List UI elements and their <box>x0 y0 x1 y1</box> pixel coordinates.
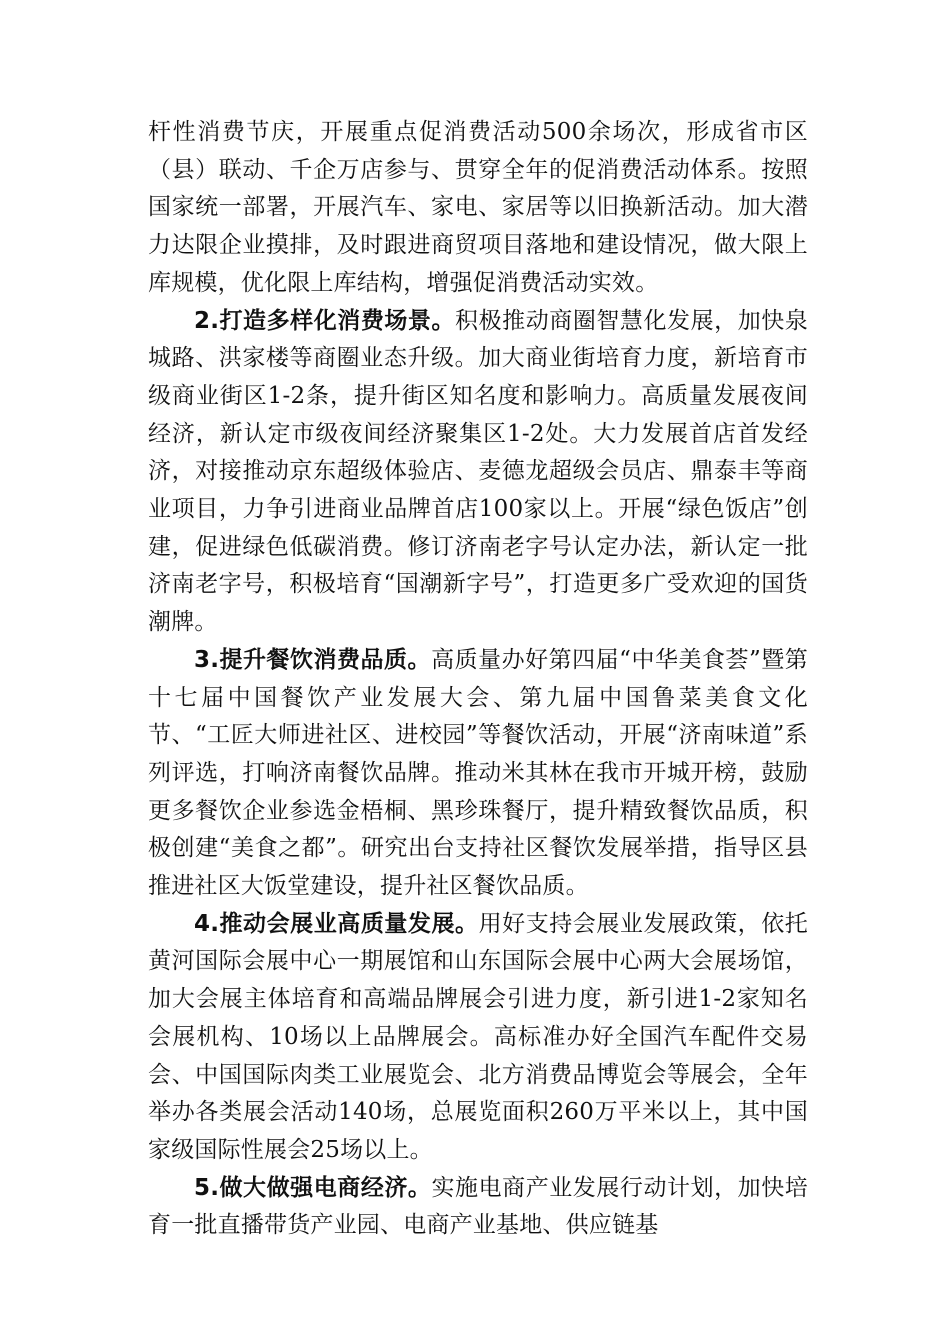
paragraph-heading: 3.提升餐饮消费品质。 <box>194 646 432 673</box>
paragraph-exhibition-industry <box>148 906 808 1170</box>
paragraph-heading: 4.推动会展业高质量发展。 <box>194 910 479 937</box>
paragraph-ecommerce <box>148 1170 808 1245</box>
paragraph-heading: 2.打造多样化消费场景。 <box>194 307 456 334</box>
paragraph-text: 用好支持会展业发展政策，依托黄河国际会展中心一期展馆和山东国际会展中心两大会展场馆，加大会展主体培育和高端品牌展会引进力度，新引进1-2家知名会展机构、10场以上品牌展会。高标准办好全国汽车配件交易会、中国国际肉类工业展览会、北方消费品博览会等展会，全年举办各类展会活动140场，总展览面积260万平米以上，其中国家级国际性展会25场以上。 <box>148 910 808 1163</box>
paragraph-text: 实施电商产业发展行动计划，加快培育一批直播带货产业园、电商产业基地、供应链基 <box>148 1174 808 1239</box>
paragraph-text: 高质量办好第四届“中华美食荟”暨第十七届中国餐饮产业发展大会、第九届中国鲁菜美食文化节、“工匠大师进社区、进校园”等餐饮活动，开展“济南味道”系列评选，打响济南餐饮品牌。推动米其林在我市开城开榜，鼓励更多餐饮企业参选金梧桐、黑珍珠餐厅，提升精致餐饮品质，积极创建“美食之都”。研究出台支持社区餐饮发展举措，指导区县推进社区大饭堂建设，提升社区餐饮品质。 <box>148 646 808 900</box>
paragraph-text: 积极推动商圈智慧化发展，加快泉城路、洪家楼等商圈业态升级。加大商业街培育力度，新培育市级商业街区1-2条，提升街区知名度和影响力。高质量发展夜间经济，新认定市级夜间经济聚集区1-2处。大力发展首店首发经济，对接推动京东超级体验店、麦德龙超级会员店、鼎泰丰等商业项目，力争引进商业品牌首店100家以上。开展“绿色饭店”创建，促进绿色低碳消费。修订济南老字号认定办法，新认定一批济南老字号，积极培育“国潮新字号”，打造更多广受欢迎的国货潮牌。 <box>148 307 808 636</box>
document-body <box>148 114 808 1245</box>
paragraph-consumption-scenes <box>148 303 808 642</box>
paragraph-continuation <box>148 114 808 303</box>
paragraph-heading: 5.做大做强电商经济。 <box>194 1174 432 1201</box>
paragraph-text: 杆性消费节庆，开展重点促消费活动500余场次，形成省市区（县）联动、千企万店参与、贯穿全年的促消费活动体系。按照国家统一部署，开展汽车、家电、家居等以旧换新活动。加大潜力达限企业摸排，及时跟进商贸项目落地和建设情况，做大限上库规模，优化限上库结构，增强促消费活动实效。 <box>148 119 808 296</box>
paragraph-catering-quality <box>148 642 808 906</box>
